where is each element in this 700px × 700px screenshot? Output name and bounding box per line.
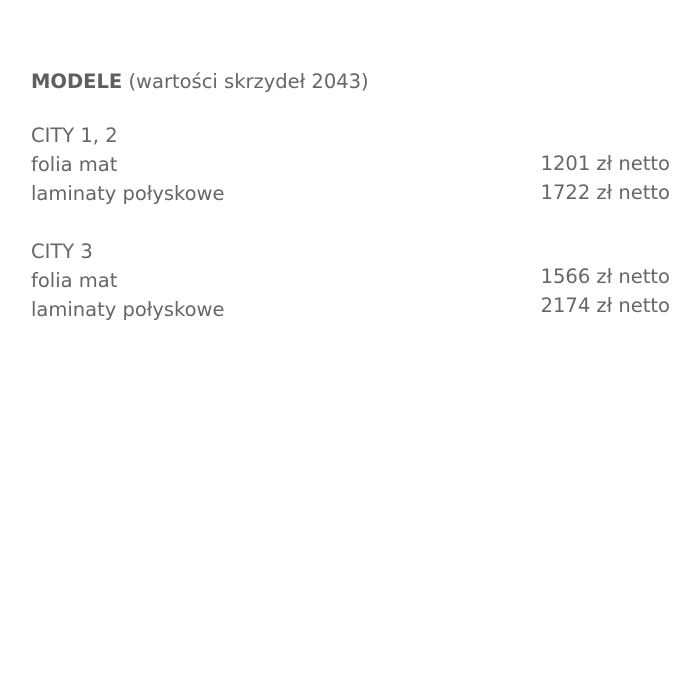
heading-subtitle: (wartości skrzydeł 2043) [128,70,369,93]
price-value: 1722 zł netto [540,181,670,204]
model-name-city-1-2: CITY 1, 2 [31,124,118,147]
price-value: 2174 zł netto [540,294,670,317]
finish-label-folia-mat: folia mat [31,269,118,292]
section-heading [31,69,369,95]
finish-label-laminaty: laminaty połyskowe [31,182,225,205]
heading-title: MODELE [31,70,123,93]
model-name-city-3: CITY 3 [31,240,93,263]
finish-label-laminaty: laminaty połyskowe [31,298,225,321]
price-value: 1566 zł netto [540,265,670,288]
price-value: 1201 zł netto [540,152,670,175]
finish-label-folia-mat: folia mat [31,153,118,176]
